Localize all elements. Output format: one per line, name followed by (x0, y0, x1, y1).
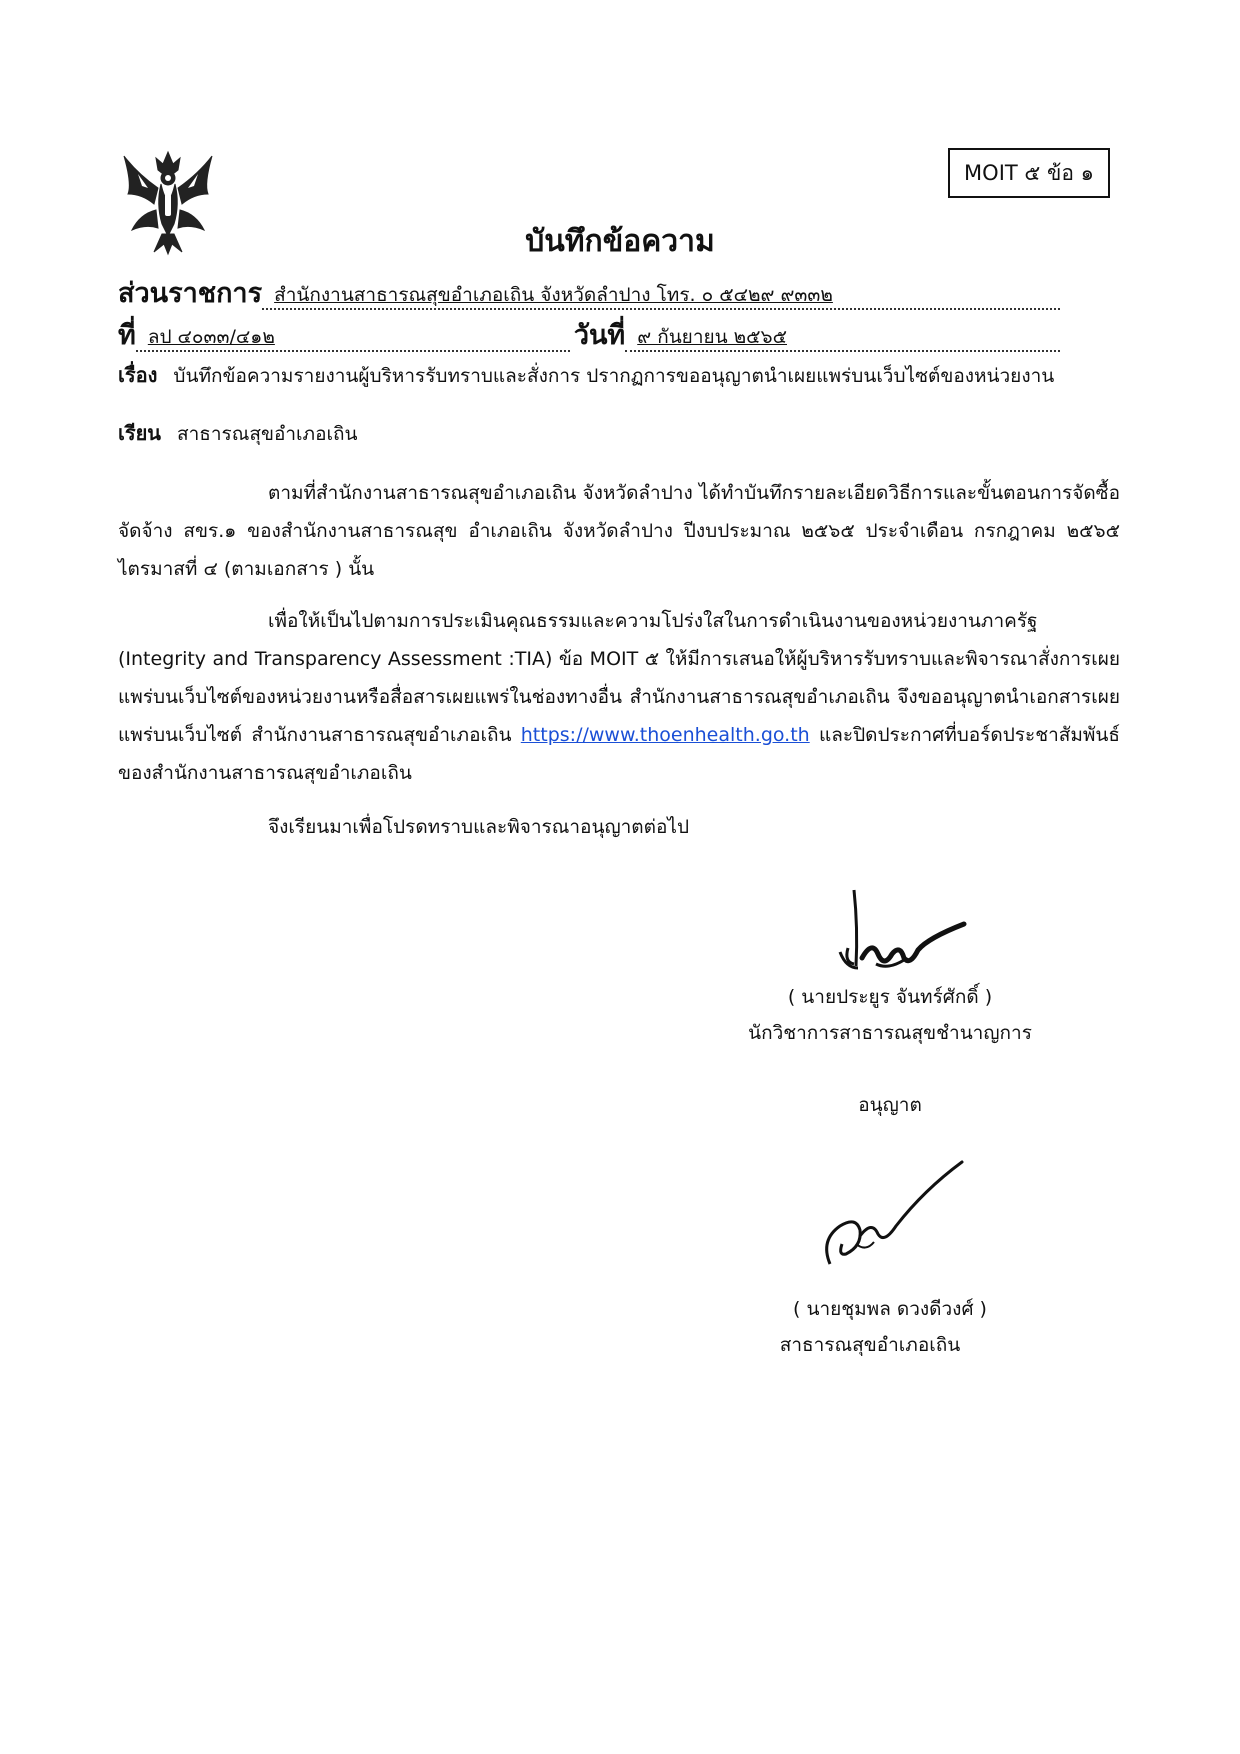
reference-row (118, 312, 1060, 352)
closing-paragraph (118, 808, 1120, 846)
salutation-row (118, 418, 1118, 449)
date-field (625, 324, 1060, 352)
signature-2-image (816, 1160, 966, 1270)
signer-1-name: ( นายประยูร จันทร์ศักดิ์ ) (787, 986, 993, 1008)
ref-value: ลป ๔๐๓๓/๔๑๒ (147, 326, 275, 348)
body-paragraph-2-text-b: และปิดประกาศที่บอร์ดประชาสัมพันธ์ ของสำนักงานสาธารณสุขอำเภอเถิน (118, 724, 1120, 784)
subject-text: บันทึกข้อความรายงานผู้บริหารรับทราบและสั่งการ ปรากฏการขออนุญาตนำเผยแพร่บนเว็บไซต์ของหน่วยงาน (173, 365, 1055, 387)
agency-field (262, 282, 1060, 310)
body-paragraph-1-text: ตามที่สำนักงานสาธารณสุขอำเภอเถิน จังหวัดลำปาง ได้ทำบันทึกรายละเอียดวิธีการและขั้นตอนการจัดซื้อจัดจ้าง สขร.๑ ของสำนักงานสาธารณสุข อำเภอเถิน จังหวัดลำปาง ปีงบประมาณ ๒๕๖๕ ประจำเดือน กรกฎาคม ๒๕๖๕ ไตรมาสที่ ๔ (ตามเอกสาร ) นั้น (118, 482, 1120, 580)
signer-1-position: นักวิชาการสาธารณสุขชำนาญการ (748, 1022, 1032, 1044)
subject-row (118, 360, 1128, 391)
body-paragraph-2-text-a: เพื่อให้เป็นไปตามการประเมินคุณธรรมและความโปร่งใสในการดำเนินงานของหน่วยงานภาครัฐ (Integrity and Transparency Assessment :TIA) ข้อ MOIT ๕ ให้มีการเสนอให้ผู้บริหารรับทราบและพิจารณาสั่งการเผยแพร่บนเว็บไซต์ของหน่วยงานหรือสื่อสารเผยแพร่ในช่องทางอื่น สำนักงานสาธารณสุขอำเภอเถิน จึงขออนุญาตนำเอกสารเผยแพร่บนเว็บไซต์ สำนักงานสาธารณสุขอำเภอเถิน (118, 610, 1120, 746)
date-label: วันที่ (573, 320, 626, 351)
closing-text: จึงเรียนมาเพื่อโปรดทราบและพิจารณาอนุญาตต่อไป (268, 816, 690, 838)
subject-label: เรื่อง (118, 363, 158, 387)
agency-value: สำนักงานสาธารณสุขอำเภอเถิน จังหวัดลำปาง โทร. ๐ ๕๔๒๙ ๙๓๓๒ (274, 284, 833, 306)
signature-1-image (818, 888, 968, 978)
body-paragraph-1 (118, 474, 1120, 588)
to-text: สาธารณสุขอำเภอเถิน (177, 423, 358, 445)
form-code-box (948, 148, 1110, 198)
body-paragraph-2 (118, 602, 1120, 792)
ref-field (136, 324, 570, 352)
agency-label: ส่วนราชการ (118, 278, 263, 309)
to-label: เรียน (118, 421, 161, 445)
ref-label: ที่ (118, 320, 136, 351)
form-code: MOIT ๕ ข้อ ๑ (964, 160, 1094, 185)
document-title: บันทึกข้อความ (525, 224, 715, 259)
signer-2-name: ( นายชุมพล ดวงดีวงศ์ ) (793, 1298, 987, 1320)
website-link[interactable]: https://www.thoenhealth.go.th (520, 724, 810, 746)
agency-row (118, 270, 1060, 310)
signer-2-position: สาธารณสุขอำเภอเถิน (779, 1334, 961, 1356)
date-value: ๙ กันยายน ๒๕๖๕ (637, 326, 787, 348)
approval-text: อนุญาต (858, 1094, 922, 1116)
